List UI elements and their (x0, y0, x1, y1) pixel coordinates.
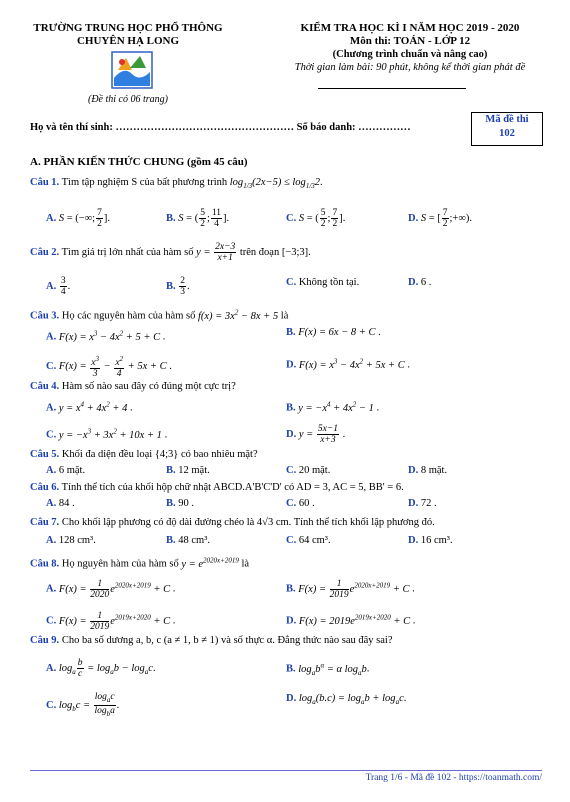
school-line1: TRƯỜNG TRUNG HỌC PHỔ THÔNG (33, 22, 223, 34)
option-c[interactable]: C. Không tồn tại. (286, 277, 360, 288)
school-line2: CHUYÊN HẠ LONG (76, 35, 180, 47)
question-4-options-1 (30, 397, 550, 414)
option-b[interactable]: B. F(x) = 6x − 8 + C . (286, 327, 381, 338)
option-a[interactable]: A. $\log_a$ $\frac{b}{c}$ = $\log_ab - \log_ac$. (46, 658, 156, 679)
question-9: Câu 9. Cho ba số dương a, b, c (a ≠ 1, b ≠ 1) và số thực α. Đẳng thức nào sau đây sai? (30, 635, 393, 646)
question-3: Câu 3. Họ các nguyên hàm của hàm số $f(x) = 3x^2 - 8x + 5$ là (30, 308, 289, 322)
option-d[interactable]: D. y = $\frac{5x-1}{x+3}$ . (286, 424, 346, 445)
pages-note: (Đề thi có 06 trang) (88, 94, 168, 105)
option-d[interactable]: D. 16 cm³. (408, 535, 453, 546)
option-d[interactable]: D. 72 . (408, 498, 437, 509)
option-a[interactable]: A. F(x) = $\frac{1}{2020}$ $e^{2020x+2019} + C$ . (46, 578, 176, 600)
option-c[interactable]: C. 20 mặt. (286, 465, 331, 476)
option-a[interactable]: A. $y = x^4 + 4x^2 + 4$ . (46, 400, 133, 414)
section-title: A. PHẦN KIẾN THỨC CHUNG (gồm 45 câu) (30, 156, 248, 168)
question-6: Câu 6. Tính thể tích của khối hộp chữ nhật ABCD.A'B'C'D' có AD = 3, AC = 5, BB' = 6. (30, 482, 404, 493)
question-4: Câu 4. Hàm số nào sau đây có đúng một cực trị? (30, 381, 236, 392)
option-d[interactable]: D. $F(x) = x^3 - 4x^2 + 5x + C$ . (286, 357, 411, 371)
question-2-options (30, 276, 550, 297)
option-a[interactable]: A. S = (−∞; $\frac{7}{2}$ ]. (46, 208, 110, 229)
student-info-line: Họ và tên thí sinh: …………………………………………… Số báo danh: …………… (30, 122, 411, 133)
option-c[interactable]: C. F(x) = $\frac{1}{2019}$ $e^{2019x+2020} + C$ . (46, 610, 176, 632)
question-6-options (30, 497, 550, 511)
question-text: Tìm tập nghiệm S của bất phương trình (61, 177, 228, 188)
question-formula: $f(x) = 3x^2 - 8x + 5$ (197, 308, 279, 322)
question-1-options (30, 208, 550, 229)
option-c[interactable]: C. 60 . (286, 498, 315, 509)
question-7: Câu 7. Cho khối lập phương có độ dài đường chéo là 4√3 cm. Tính thể tích khối lập phương đó. (30, 517, 435, 528)
exam-time: Thời gian làm bài: 90 phút, không kể thời gian phát đề (294, 62, 526, 73)
school-name (28, 22, 228, 48)
option-a[interactable]: A. $F(x) = x^3 - 4x^2 + 5 + C$ . (46, 329, 166, 343)
question-formula: $\log_{1/3}(2x-5) \le \log_{1/3}2$ (229, 177, 321, 191)
question-1: Câu 1. Tìm tập nghiệm S của bất phương trình $\log_{1/3}(2x-5) \le \log_{1/3}2$. (30, 177, 323, 191)
option-a[interactable]: A. 128 cm³. (46, 535, 96, 546)
question-4-options-2 (30, 424, 550, 445)
exam-code-label: Mã đề thi (485, 114, 529, 125)
question-9-options-2 (30, 692, 550, 718)
question-8: Câu 8. Họ nguyên hàm của hàm số $y = e^{2020x+2019}$ là (30, 556, 250, 570)
option-b[interactable]: B. S = ( $\frac{5}{2}$ ; $\frac{11}{4}$ ]. (166, 208, 230, 229)
option-c[interactable]: C. F(x) = $\frac{x^3}{3}$ − $\frac{x^2}{4}$ + 5x + C . (46, 355, 172, 380)
option-c[interactable]: C. $\log_bc$ = $\frac{\log_ac}{\log_ba}$ . (46, 692, 120, 718)
question-3-options-2 (30, 354, 550, 380)
footer-divider (30, 770, 542, 771)
option-c[interactable]: C. 64 cm³. (286, 535, 331, 546)
option-b[interactable]: B. $y = -x^4 + 4x^2 - 1$ . (286, 400, 380, 414)
option-b[interactable]: B. F(x) = $\frac{1}{2019}$ $e^{2020x+2019} + C$ . (286, 578, 415, 600)
exam-info (265, 22, 555, 74)
option-b[interactable]: B. $\frac{2}{3}$ . (166, 276, 190, 297)
question-8-options-2 (30, 610, 550, 632)
question-7-options (30, 534, 550, 548)
question-label: Câu 1. (30, 177, 60, 188)
title-underline (318, 88, 466, 89)
option-d[interactable]: D. S = [ $\frac{7}{2}$ ;+∞). (408, 208, 472, 229)
option-b[interactable]: B. 48 cm³. (166, 535, 210, 546)
question-8-options-1 (30, 578, 550, 600)
question-formula: $y = e^{2020x+2019}$ (181, 556, 239, 570)
option-d[interactable]: D. $\log_a(b.c) = \log_ab + \log_ac$. (286, 693, 407, 707)
option-b[interactable]: B. 90 . (166, 498, 195, 509)
school-logo-icon (110, 50, 154, 90)
option-c[interactable]: C. S = ( $\frac{5}{2}$ ; $\frac{7}{2}$ ]. (286, 208, 346, 229)
option-a[interactable]: A. 6 mặt. (46, 465, 86, 476)
option-b[interactable]: B. $\log_ab^\alpha = \alpha$ $\log_ab$. (286, 661, 370, 677)
option-d[interactable]: D. 8 mặt. (408, 465, 448, 476)
question-3-options-1 (30, 326, 550, 343)
option-b[interactable]: B. 12 mặt. (166, 465, 210, 476)
exam-code-value: 102 (499, 128, 515, 139)
option-a[interactable]: A. 84 . (46, 498, 75, 509)
exam-code-box (471, 112, 543, 146)
page-footer: Trang 1/6 - Mã đề 102 - https://toanmath.com/ (365, 773, 542, 783)
question-5-options (30, 464, 550, 478)
option-d[interactable]: D. 6 . (408, 277, 432, 288)
question-9-options-1 (30, 658, 550, 679)
question-formula: y = $\frac{2x-3}{x+1}$ (196, 242, 236, 263)
exam-subject: Môn thi: TOÁN - LỚP 12 (349, 35, 471, 47)
exam-title: KIỂM TRA HỌC KÌ I NĂM HỌC 2019 - 2020 (300, 22, 520, 34)
option-d[interactable]: D. $F(x) = 2019e^{2019x+2020} + C$ . (286, 613, 416, 627)
question-2: Câu 2. Tìm giá trị lớn nhất của hàm số y = $\frac{2x-3}{x+1}$ trên đoạn [−3;3]. (30, 242, 311, 263)
option-a[interactable]: A. $\frac{3}{4}$ . (46, 276, 71, 297)
question-5: Câu 5. Khối đa diện đều loại {4;3} có bao nhiêu mặt? (30, 449, 258, 460)
option-c[interactable]: C. $y = -x^3 + 3x^2 + 10x + 1$ . (46, 427, 168, 441)
exam-program: (Chương trình chuẩn và nâng cao) (332, 49, 488, 60)
